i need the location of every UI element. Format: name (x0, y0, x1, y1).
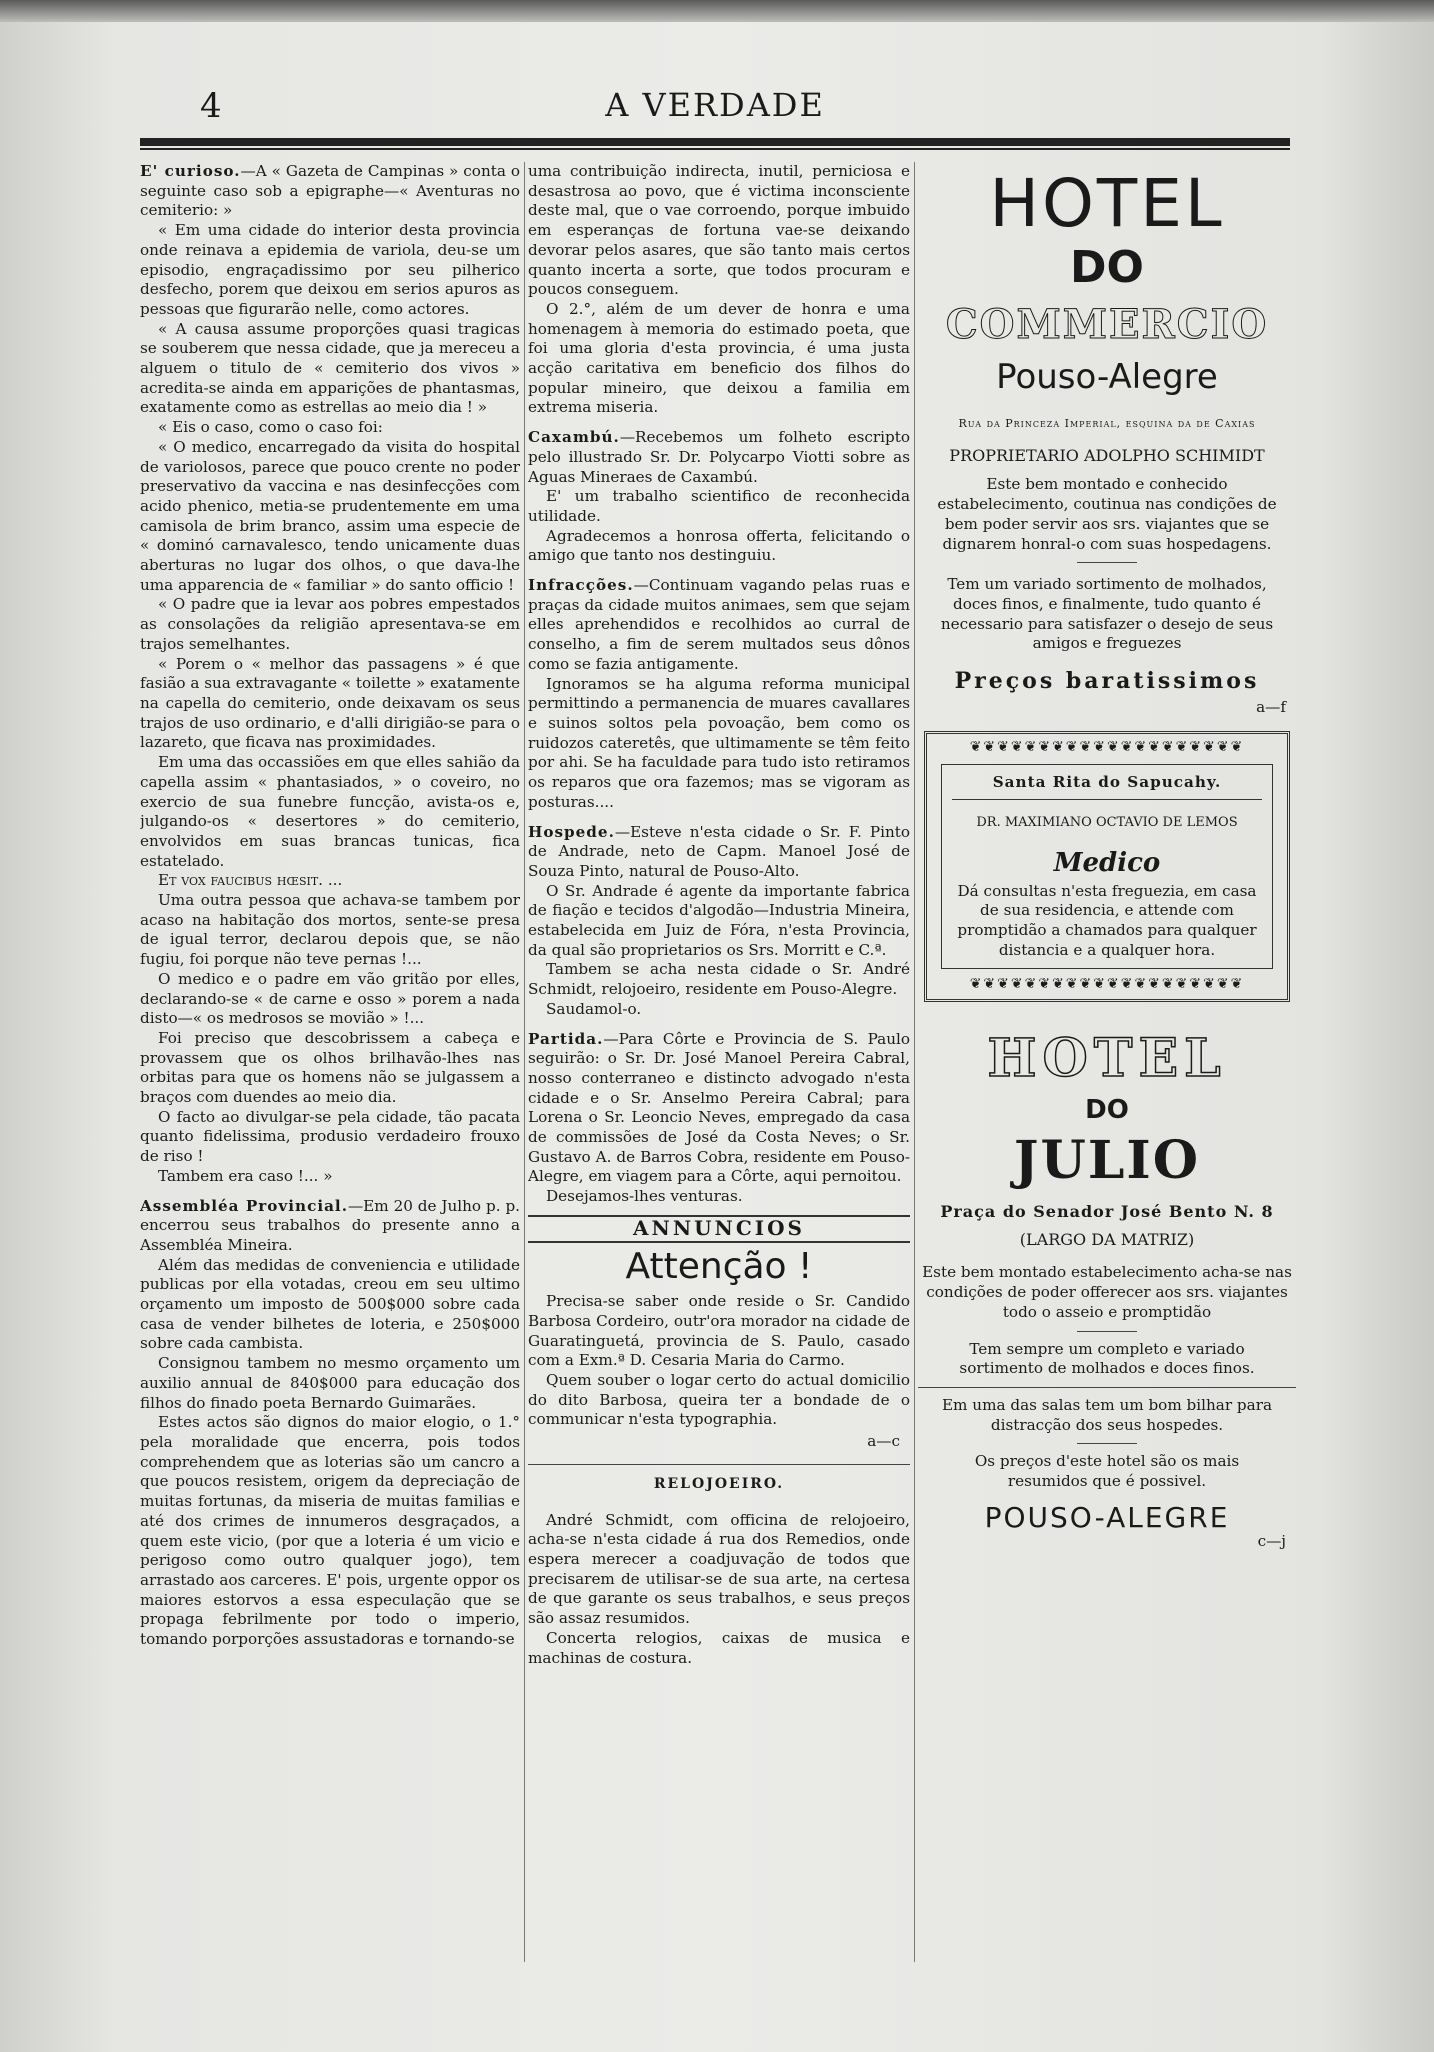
ornament-border: ❦❦❦❦❦❦❦❦❦❦❦❦❦❦❦❦❦❦❦❦ (969, 976, 1245, 993)
article-heading: E' curioso. (140, 162, 241, 180)
paragraph: Ignoramos se ha alguma reforma municipal permittindo a permanencia de muares cavallares e suinos soltos pela povoação, bem como os ruidozos cateretês, que ultimamente se têm feito por ahi. Se ha faculdade para tudo isto retiramos os reparos que ora fazemos; mas se vigoram as posturas.... (528, 674, 910, 811)
newspaper-title: A VERDADE (605, 86, 825, 124)
hotel-commercio-city: Pouso-Alegre (996, 357, 1218, 397)
hotel-julio-address: Praça do Senador José Bento N. 8 (940, 1202, 1274, 1222)
paragraph: « Eis o caso, como o caso foi: (158, 418, 383, 437)
medico-title: Medico (1053, 847, 1161, 878)
paragraph: E' um trabalho scientifico de reconhecida utilidade. (528, 487, 910, 525)
attencao-title: Attenção ! (625, 1245, 813, 1287)
medico-ad (941, 764, 1273, 969)
column-1 (140, 162, 520, 1982)
header-rule-thin (140, 148, 1290, 150)
column-3 (918, 162, 1296, 1982)
paragraph: « A causa assume proporções quasi tragicas se souberem que nessa cidade, que ja mereceu a alguem o titulo de « cemiterio dos vivos » acredita-se ainda em apparições de phantasmas, exatamente como as estrellas ao meio dia ! » (140, 319, 520, 417)
divider (918, 1387, 1296, 1388)
article-text: —Continuam vagando pelas ruas e praças da cidade muitos animaes, sem que sejam elles aprehendidos e recolhidos ao curral de conselho, a fim de serem multados seus dônos como se fazia antigamente. (528, 576, 910, 673)
column-2 (528, 162, 910, 1982)
paragraph: Precisa-se saber onde reside o Sr. Candido Barbosa Cordeiro, outr'ora morador na cidade de Guaratinguetá, provincia de S. Paulo, casado com a Exm.ª D. Cesaria Maria do Carmo. (528, 1292, 910, 1370)
article-heading: Hospede. (528, 822, 615, 841)
article-heading: Caxambú. (528, 428, 620, 447)
paragraph: Uma outra pessoa que achava-se tambem por acaso na habitação dos mortos, sente-se presa de igual terror, declarou depois que, se não fugiu, foi porque não teve pernas !... (140, 891, 520, 969)
paragraph: « Porem o « melhor das passagens » é que fasião a sua extravagante « toilette » exatamente na capella do cemiterio, onde deixavam os seus trajos de uso ordinario, e d'alli dirigião-se para o lazareto, que ficava nas proximidades. (140, 654, 520, 752)
ad-signature: a—f (1256, 697, 1286, 716)
article-text: —Em 20 de Julho p. p. encerrou seus trabalhos do presente anno a Assembléa Mineira. (140, 1196, 520, 1254)
paragraph: « Em uma cidade do interior desta provincia onde reinava a epidemia de variola, deu-se um episodio, engraçadissimo por seu pilherico desfecho, porem que deixou em serios apuros as pessoas que figurarão nelle, como actores. (140, 221, 520, 318)
divider (1077, 562, 1137, 563)
medico-name: DR. MAXIMIANO OCTAVIO DE LEMOS (976, 814, 1238, 830)
hotel-julio-title: HOTEL (987, 1028, 1227, 1090)
article-heading: Partida. (528, 1029, 604, 1048)
paragraph: O facto ao divulgar-se pela cidade, tão pacata quanto fidelissima, produsio verdadeiro frouxo de riso ! (140, 1107, 520, 1166)
hotel-commercio-stock: Tem um variado sortimento de molhados, doces finos, e finalmente, tudo quanto é necessario para satisfazer o desejo de seus amigos e freguezes (940, 575, 1274, 653)
paragraph: Saudamol-o. (546, 999, 642, 1018)
paragraph: O medico e o padre em vão gritão por elles, declarando-se « de carne e osso » porem a nada disto—« os medrosos se movião » !... (140, 969, 520, 1028)
article-text: —A « Gazeta de Campinas » conta o seguinte caso sob a epigraphe—« Aventuras no cemiterio: » (140, 162, 520, 220)
hotel-julio-stock: Tem sempre um completo e variado sortimento de molhados e doces finos. (959, 1339, 1255, 1378)
article-heading: Infracções. (528, 576, 634, 595)
paragraph: Foi preciso que descobrissem a cabeça e provassem que os olhos brilhavão-lhes nas orbitas para que os homens não se julgassem a braços com duendes ao meio dia. (140, 1028, 520, 1107)
medico-place: Santa Rita do Sapucahy. (952, 773, 1262, 800)
precos-baratissimos: Preços baratissimos (954, 668, 1260, 695)
page-header (140, 86, 1290, 126)
medico-ad-frame (924, 731, 1290, 1002)
paragraph: Estes actos são dignos do maior elogio, o 1.° pela moralidade que encerra, pois todos comprehendem que as loterias são um cancro a que poucos resistem, origem da depreciação de muitas fortunas, da miseria de muitas familias e até dos crimes de innumeros desgraçados, a quem este vicio, (por que a loteria é um vicio e perigoso como outro qualquer jogo), tem arrastado aos carceres. E' pois, urgente oppor os maiores estorvos a essa especulação que se propaga febrilmente por todo o imperio, tomando porporções assustadoras e tornando-se (140, 1413, 520, 1649)
hotel-julio-desc: Este bem montado estabelecimento acha-se nas condições de poder offerecer aos srs. viajantes todo o asseio e promptidão (922, 1263, 1292, 1321)
paragraph: Agradecemos a honrosa offerta, felicitando o amigo que tanto nos destinguiu. (528, 526, 910, 565)
paragraph: André Schmidt, com officina de relojoeiro, acha-se n'esta cidade á rua dos Remedios, onde espera merecer a coadjuvação de todos que precisarem de utilisar-se de sua arte, na certesa de que garante os seus trabalhos, e seus preços são assaz resumidos. (528, 1510, 910, 1628)
paragraph: Tambem se acha nesta cidade o Sr. André Schmidt, relojoeiro, residente em Pouso-Alegre. (528, 960, 910, 999)
scan-edge (0, 0, 1434, 22)
divider (1077, 1331, 1137, 1332)
header-rule (140, 138, 1290, 146)
hotel-julio-city: POUSO-ALEGRE (984, 1500, 1230, 1534)
paragraph: Consignou tambem no mesmo orçamento um auxilio annual de 840$000 para educação dos filhos do finado poeta Bernardo Guimarães. (140, 1354, 520, 1412)
relojoeiro-heading: RELOJOEIRO. (653, 1475, 785, 1492)
paragraph: O 2.°, além de um dever de honra e uma homenagem à memoria do estimado poeta, que foi uma gloria d'esta provincia, é uma justa acção caritativa em beneficio dos filhos do popular mineiro, que deixou a familia em extrema miseria. (528, 299, 910, 417)
article-text: —Esteve n'esta cidade o Sr. F. Pinto de Andrade, neto de Capm. Manoel José de Souza Pinto, natural de Pouso-Alto. (528, 822, 910, 880)
hotel-commercio-desc: Este bem montado e conhecido estabelecimento, coutinua nas condições de bem poder servir aos srs. viajantes que se dignarem honral-o com suas hospedagens. (937, 475, 1277, 553)
ad-signature: c—j (1257, 1531, 1286, 1550)
hotel-commercio-name: COMMERCIO (945, 301, 1269, 348)
paragraph: Desejamos-lhes venturas. (546, 1187, 743, 1206)
hotel-julio-bilhar: Em uma das salas tem um bom bilhar para distracção dos seus hospedes. (941, 1395, 1273, 1434)
article-heading: Assembléa Provincial. (140, 1196, 348, 1215)
paragraph: Tambem era caso !... » (158, 1166, 333, 1185)
medico-text: Dá consultas n'esta freguezia, em casa de sua residencia, e attende com promptidão a chamados para qualquer distancia e a qualquer hora. (957, 881, 1257, 959)
hotel-julio-precos: Os preços d'este hotel são os mais resumidos que é possivel. (974, 1452, 1240, 1491)
hotel-julio-name: JULIO (1013, 1130, 1201, 1192)
article-text: —Para Côrte e Provincia de S. Paulo seguirão: o Sr. Dr. José Manoel Pereira Cabral, nosso conterraneo e distincto advogado n'esta cidade e o Sr. Anselmo Pereira Cabral; para Lorena o Sr. Leoncio Neves, empregado da casa de commissões de José da Costa Neves; o Sr. Gustavo A. de Barros Cobra, residente em Pouso-Alegre, em viagem para a Côrte, aqui pernoitou. (528, 1029, 910, 1186)
page-number: 4 (200, 86, 222, 126)
annuncios-heading: ANNUNCIOS (528, 1215, 910, 1243)
hotel-commercio-owner: PROPRIETARIO ADOLPHO SCHIMIDT (949, 445, 1265, 465)
divider (1077, 1443, 1137, 1444)
column-divider (524, 162, 525, 1962)
hotel-julio-do: DO (1085, 1095, 1129, 1126)
paragraph: Et vox faucibus hœsit. ... (158, 871, 343, 890)
paragraph: « O padre que ia levar aos pobres empestados as consolações da religião apresentava-se em trajos semelhantes. (140, 595, 520, 653)
paragraph: Além das medidas de conveniencia e utilidade publicas por ella votadas, creou em seu ultimo orçamento um imposto de 500$000 sobre cada casa de vender bilhetes de loteria, e 250$000 sobre cada cambista. (140, 1255, 520, 1353)
article-text: —Recebemos um folheto escripto pelo illustrado Sr. Dr. Polycarpo Viotti sobre as Aguas Mineraes de Caxambú. (528, 428, 910, 486)
ornament-border: ❦❦❦❦❦❦❦❦❦❦❦❦❦❦❦❦❦❦❦❦ (969, 739, 1245, 756)
paragraph: Quem souber o logar certo do actual domicilio do dito Barbosa, queira ter a bondade de o communicar n'esta typographia. (528, 1371, 910, 1429)
paragraph: Concerta relogios, caixas de musica e machinas de costura. (528, 1628, 910, 1667)
paragraph: uma contribuição indirecta, inutil, perniciosa e desastrosa ao povo, que é victima inconsciente deste mal, que o vae corroendo, porque imbuido em esperanças de fortuna vae-se deixando devorar pelos asares, que são tanto mais certos quanto incerta a sorte, que todos procuram e poucos conseguem. (528, 162, 910, 299)
paragraph: Em uma das occassiões em que elles sahião da capella assim « phantasiados, » o coveiro, no exercio de sua funebre funcção, avista-os e, julgando-os « desertores » do cemiterio, envolvidos em suas brancas tunicas, fica estatelado. (140, 753, 520, 870)
hotel-commercio-do: DO (1070, 242, 1144, 293)
paragraph: O Sr. Andrade é agente da importante fabrica de fiação e tecidos d'algodão—Industria Mineira, estabelecida em Juiz de Fóra, n'esta Provincia, da qual são proprietarios os Srs. Morritt e C.ª. (528, 881, 910, 959)
ad-signature: a—c (867, 1432, 900, 1451)
hotel-julio-largo: (LARGO DA MATRIZ) (1019, 1229, 1195, 1249)
column-divider (914, 162, 915, 1962)
hotel-commercio-address: Rua da Princeza Imperial, esquina da de Caxias (958, 417, 1256, 430)
hotel-commercio-title: HOTEL (989, 165, 1225, 242)
paragraph: « O medico, encarregado da visita do hospital de variolosos, parece que pouco crente no poder preservativo da vaccina e nas desinfecções com acido phenico, metia-se prudentemente em uma camisola de brim branco, assim uma especie de « dominó carnavalesco, tendo unicamente duas aberturas no lugar dos olhos, o que dava-lhe uma apparencia de « familiar » do santo officio ! (140, 437, 520, 594)
